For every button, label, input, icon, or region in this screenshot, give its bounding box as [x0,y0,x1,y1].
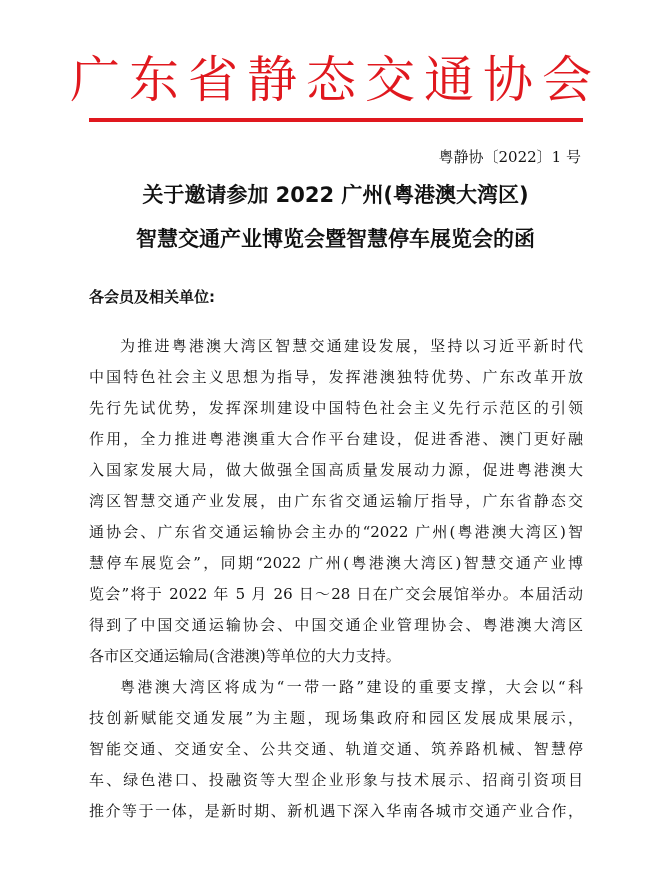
letterhead-divider [89,118,583,122]
organization-letterhead: 广东省静态交通协会 [70,51,601,109]
body-line: 先行先试优势，发挥深圳建设中国特色社会主义先行示范区的引领 [89,399,583,417]
body-line: 入国家发展大局，做大做强全国高质量发展动力源，促进粤港澳大 [89,461,583,479]
body-line: 粤港澳大湾区将成为“一带一路”建设的重要支撑，大会以“科 [120,678,583,696]
body-line: 为推进粤港澳大湾区智慧交通建设发展，坚持以习近平新时代 [120,337,583,355]
body-line: 车、绿色港口、投融资等大型企业形象与技术展示、招商引资项目 [89,771,583,789]
document-title-line-1: 关于邀请参加 2022 广州(粤港澳大湾区) [142,183,529,207]
body-line: 得到了中国交通运输协会、中国交通企业管理协会、粤港澳大湾区 [89,616,583,634]
body-line: 中国特色社会主义思想为指导，发挥港澳独特优势、广东改革开放 [89,368,583,386]
body-line: 湾区智慧交通产业发展，由广东省交通运输厅指导，广东省静态交 [89,492,583,510]
document-body [89,331,583,827]
body-line: 通协会、广东省交通运输协会主办的“2022 广州(粤港澳大湾区)智 [89,523,583,541]
salutation: 各会员及相关单位: [89,288,215,306]
body-line: 技创新赋能交通发展”为主题，现场集政府和园区发展成果展示， [89,709,583,727]
body-line: 推介等于一体，是新时期、新机遇下深入华南各城市交通产业合作， [89,802,583,820]
body-line: 作用，全力推进粤港澳重大合作平台建设，促进香港、澳门更好融 [89,430,583,448]
body-line: 览会”将于 2022 年 5 月 26 日～28 日在广交会展馆举办。本届活动 [89,585,583,603]
body-line: 各市区交通运输局(含港澳)等单位的大力支持。 [89,647,401,665]
document-number: 粤静协〔2022〕1 号 [438,148,581,166]
document-title-line-2: 智慧交通产业博览会暨智慧停车展览会的函 [136,227,535,251]
body-line: 智能交通、交通安全、公共交通、轨道交通、筑养路机械、智慧停 [89,740,583,758]
body-line: 慧停车展览会”，同期“2022 广州(粤港澳大湾区)智慧交通产业博 [89,554,583,572]
